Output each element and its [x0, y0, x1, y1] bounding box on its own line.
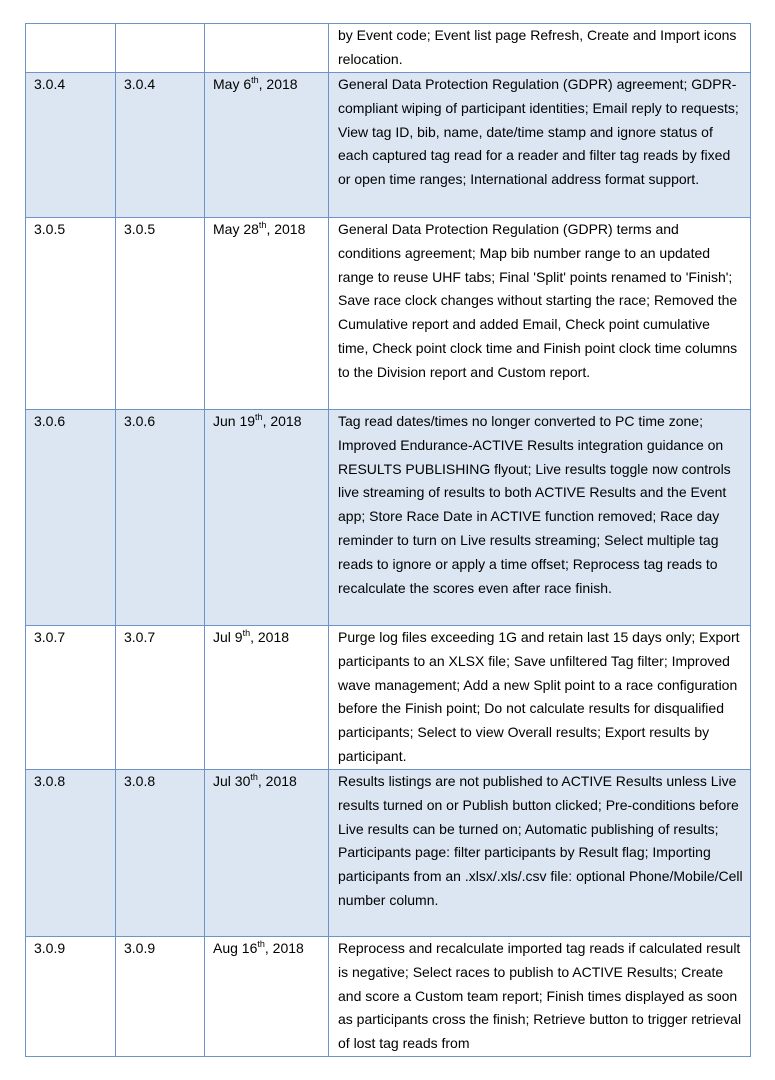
release-history-table	[25, 23, 751, 1057]
description-cell: Results listings are not published to ACTIVE Results unless Live results turned on or Publish button clicked; Pre-conditions before Live results can be turned on; Automatic publishing of results; Participants page: filter participants by Result flag; Importing participants from an .xlsx/.xls/.csv file: optional Phone/Mobile/Cell number column.	[329, 770, 751, 937]
description-cell: Purge log files exceeding 1G and retain last 15 days only; Export participants to an XLSX file; Save unfiltered Tag filter; Improved wave management; Add a new Split point to a race configuration before the Finish point; Do not calculate results for disqualified participants; Select to view Overall results; Export results by participant.	[329, 626, 751, 770]
version-cell: 3.0.5	[26, 218, 116, 410]
table-row	[26, 410, 751, 626]
table-row	[26, 626, 751, 770]
build-cell: 3.0.7	[116, 626, 205, 770]
version-cell	[26, 24, 116, 73]
date-cell: Jul 30th, 2018	[205, 770, 329, 937]
version-cell: 3.0.8	[26, 770, 116, 937]
version-cell: 3.0.9	[26, 937, 116, 1057]
date-cell: May 28th, 2018	[205, 218, 329, 410]
description-cell: General Data Protection Regulation (GDPR) terms and conditions agreement; Map bib number range to an updated range to reuse UHF tabs; Final 'Split' points renamed to 'Finish'; Save race clock changes without starting the race; Removed the Cumulative report and added Email, Check point cumulative time, Check point clock time and Finish point clock time columns to the Division report and Custom report.	[329, 218, 751, 410]
build-cell: 3.0.8	[116, 770, 205, 937]
build-cell: 3.0.4	[116, 73, 205, 218]
build-cell: 3.0.6	[116, 410, 205, 626]
date-cell	[205, 24, 329, 73]
table-row	[26, 73, 751, 218]
table-row	[26, 937, 751, 1057]
description-cell: by Event code; Event list page Refresh, Create and Import icons relocation.	[329, 24, 751, 73]
version-cell: 3.0.4	[26, 73, 116, 218]
table-row	[26, 218, 751, 410]
build-cell	[116, 24, 205, 73]
description-cell: Tag read dates/times no longer converted to PC time zone; Improved Endurance-ACTIVE Results integration guidance on RESULTS PUBLISHING flyout; Live results toggle now controls live streaming of results to both ACTIVE Results and the Event app; Store Race Date in ACTIVE function removed; Race day reminder to turn on Live results streaming; Select multiple tag reads to ignore or apply a time offset; Reprocess tag reads to recalculate the scores even after race finish.	[329, 410, 751, 626]
build-cell: 3.0.5	[116, 218, 205, 410]
date-cell: Jul 9th, 2018	[205, 626, 329, 770]
description-cell: Reprocess and recalculate imported tag reads if calculated result is negative; Select races to publish to ACTIVE Results; Create and score a Custom team report; Finish times displayed as soon as participants cross the finish; Retrieve button to trigger retrieval of lost tag reads from	[329, 937, 751, 1057]
version-cell: 3.0.6	[26, 410, 116, 626]
table-row	[26, 770, 751, 937]
version-cell: 3.0.7	[26, 626, 116, 770]
date-cell: Jun 19th, 2018	[205, 410, 329, 626]
date-cell: Aug 16th, 2018	[205, 937, 329, 1057]
description-cell: General Data Protection Regulation (GDPR) agreement; GDPR-compliant wiping of participant identities; Email reply to requests; View tag ID, bib, name, date/time stamp and ignore status of each captured tag read for a reader and filter tag reads by fixed or open time ranges; International address format support.	[329, 73, 751, 218]
build-cell: 3.0.9	[116, 937, 205, 1057]
table-row	[26, 24, 751, 73]
date-cell: May 6th, 2018	[205, 73, 329, 218]
